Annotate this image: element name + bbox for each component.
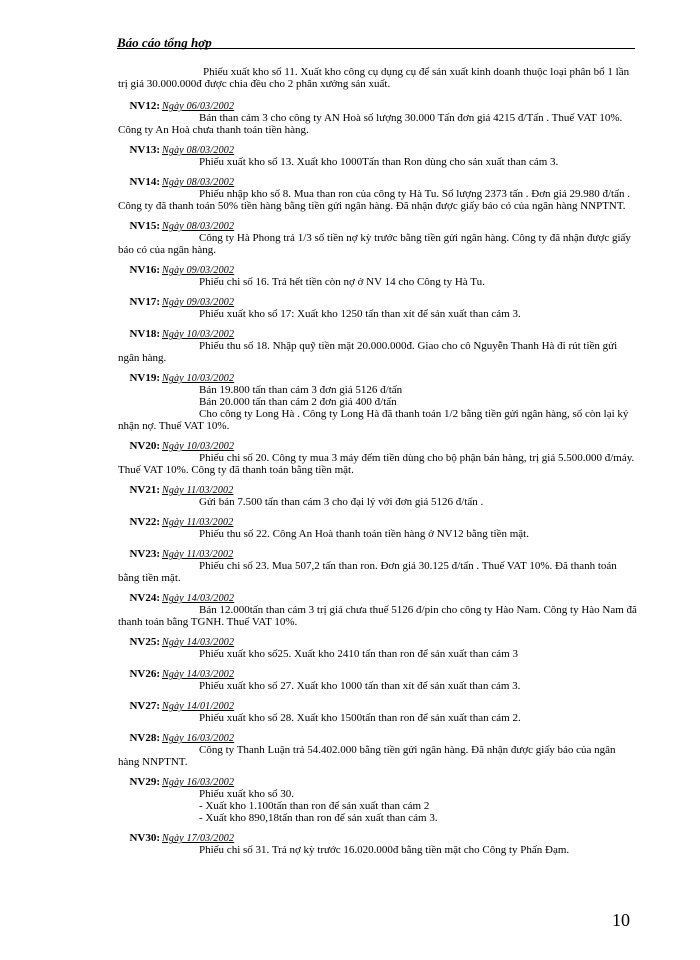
transaction-entry	[118, 100, 638, 136]
transaction-header	[118, 264, 638, 276]
transaction-date: Ngày 08/03/2002	[162, 221, 235, 232]
transaction-date: Ngày 14/03/2002	[162, 669, 235, 680]
transaction-code: NV23:	[129, 548, 160, 560]
transaction-date: Ngày 09/03/2002	[162, 265, 235, 276]
transaction-date: Ngày 14/03/2002	[162, 593, 235, 604]
transaction-date: Ngày 16/03/2002	[162, 777, 235, 788]
transaction-header	[118, 220, 638, 232]
transaction-header	[118, 516, 638, 528]
transaction-header	[118, 484, 638, 496]
transaction-text: Gửi bán 7.500 tấn than cám 3 cho đại lý với đơn giá 5126 đ/tấn .	[199, 496, 484, 508]
transaction-text: Bán than cám 3 cho công ty AN Hoà số lượng 30.000 Tấn đơn giá 4215 đ/Tấn . Thuế VAT 10%. Công ty An Hoà chưa thanh toán tiền hàng.	[118, 112, 623, 136]
transaction-entry	[118, 636, 638, 660]
transaction-text: - Xuất kho 890,18tấn than ron để sản xuất than cám 3.	[199, 812, 438, 824]
transaction-code: NV24:	[129, 592, 160, 604]
transaction-entry	[118, 700, 638, 724]
transaction-list	[118, 100, 638, 856]
transaction-text: Phiếu chi số 16. Trả hết tiền còn nợ ở NV 14 cho Công ty Hà Tu.	[199, 276, 485, 288]
transaction-date: Ngày 09/03/2002	[162, 297, 235, 308]
transaction-header	[118, 328, 638, 340]
transaction-header	[118, 592, 638, 604]
transaction-code: NV21:	[129, 484, 160, 496]
transaction-text: Bán 19.800 tấn than cám 3 đơn giá 5126 đ/tấn	[199, 384, 403, 396]
transaction-entry	[118, 296, 638, 320]
transaction-date: Ngày 11/03/2002	[162, 549, 234, 560]
transaction-code: NV12:	[129, 100, 160, 112]
transaction-text: Phiếu thu số 22. Công An Hoà thanh toán tiền hàng ở NV12 bằng tiền mặt.	[199, 528, 529, 540]
transaction-header	[118, 144, 638, 156]
transaction-text: Phiếu xuất kho số 30.	[199, 788, 295, 800]
transaction-date: Ngày 16/03/2002	[162, 733, 235, 744]
transaction-header	[118, 296, 638, 308]
transaction-code: NV30:	[129, 832, 160, 844]
transaction-date: Ngày 10/03/2002	[162, 329, 235, 340]
transaction-date: Ngày 08/03/2002	[162, 145, 235, 156]
report-header-title: Báo cáo tổng hợp	[117, 35, 212, 50]
transaction-header	[118, 668, 638, 680]
transaction-date: Ngày 14/01/2002	[162, 701, 235, 712]
transaction-code: NV25:	[129, 636, 160, 648]
document-body	[118, 66, 638, 864]
transaction-text: Phiếu chi số 31. Trả nợ kỳ trước 16.020.000đ bằng tiền mặt cho Công ty Phấn Đạm.	[199, 844, 570, 856]
transaction-text: Phiếu thu số 18. Nhập quỹ tiền mặt 20.000.000đ. Giao cho cô Nguyễn Thanh Hà đi rút tiền gửi ngân hàng.	[118, 340, 618, 364]
transaction-header	[118, 440, 638, 452]
transaction-date: Ngày 11/03/2002	[162, 485, 234, 496]
transaction-date: Ngày 10/03/2002	[162, 441, 235, 452]
transaction-text: Phiếu xuất kho số25. Xuất kho 2410 tấn than ron để sản xuất than cám 3	[199, 648, 518, 660]
transaction-code: NV20:	[129, 440, 160, 452]
transaction-entry	[118, 372, 638, 432]
header-rule	[117, 48, 635, 49]
transaction-text: Phiếu chi số 23. Mua 507,2 tấn than ron. Đơn giá 30.125 đ/tấn . Thuế VAT 10%. Đã thanh toán bằng tiền mặt.	[118, 560, 617, 584]
transaction-header	[118, 548, 638, 560]
transaction-entry	[118, 328, 638, 364]
transaction-text: Phiếu xuất kho số 27. Xuất kho 1000 tấn than xít để sản xuất than cám 3.	[199, 680, 521, 692]
transaction-text: Công ty Thanh Luận trả 54.402.000 bằng tiền gửi ngân hàng. Đã nhận được giấy báo của ngân hàng NNPTNT.	[118, 744, 616, 768]
transaction-entry	[118, 484, 638, 508]
transaction-date: Ngày 10/03/2002	[162, 373, 235, 384]
transaction-code: NV22:	[129, 516, 160, 528]
page-number: 10	[612, 910, 630, 930]
transaction-entry	[118, 732, 638, 768]
transaction-entry	[118, 668, 638, 692]
transaction-entry	[118, 516, 638, 540]
transaction-entry	[118, 548, 638, 584]
transaction-code: NV19:	[129, 372, 160, 384]
transaction-code: NV17:	[129, 296, 160, 308]
transaction-entry	[118, 776, 638, 824]
transaction-entry	[118, 176, 638, 212]
transaction-header	[118, 700, 638, 712]
transaction-entry	[118, 264, 638, 288]
transaction-text: Công ty Hà Phong trả 1/3 số tiền nợ kỳ trước bằng tiền gửi ngân hàng. Công ty đã nhận được giấy báo có của ngân hàng.	[118, 232, 631, 256]
transaction-date: Ngày 06/03/2002	[162, 101, 235, 112]
transaction-code: NV27:	[129, 700, 160, 712]
transaction-text: Phiếu chi số 20. Công ty mua 3 máy đếm tiền dùng cho bộ phận bán hàng, trị giá 5.500.000 đ/máy. Thuế VAT 10%. Công ty đã thanh toán bằng tiền mặt.	[118, 452, 635, 476]
transaction-code: NV16:	[129, 264, 160, 276]
transaction-entry	[118, 592, 638, 628]
transaction-text: Phiếu xuất kho số 17: Xuất kho 1250 tấn than xít để sản xuất than cám 3.	[199, 308, 521, 320]
transaction-code: NV29:	[129, 776, 160, 788]
transaction-text: Cho công ty Long Hà . Công ty Long Hà đã thanh toán 1/2 bằng tiền gửi ngân hàng, số còn lại ký nhận nợ. Thuế VAT 10%.	[118, 408, 629, 432]
transaction-date: Ngày 17/03/2002	[162, 833, 235, 844]
intro-paragraph: Phiếu xuất kho số 11. Xuất kho công cụ dụng cụ để sản xuất kinh doanh thuộc loại phân bổ 1 lần trị giá 30.000.000đ được chia đều cho 2 phân xưởng sản xuất.	[118, 66, 630, 90]
transaction-text: Phiếu xuất kho số 13. Xuất kho 1000Tấn than Ron dùng cho sản xuất than cám 3.	[199, 156, 559, 168]
transaction-code: NV15:	[129, 220, 160, 232]
transaction-header	[118, 776, 638, 788]
transaction-code: NV28:	[129, 732, 160, 744]
transaction-code: NV13:	[129, 144, 160, 156]
transaction-header	[118, 636, 638, 648]
transaction-entry	[118, 832, 638, 856]
transaction-text: Phiếu xuất kho số 28. Xuất kho 1500tấn than ron để sản xuất than cám 2.	[199, 712, 521, 724]
transaction-header	[118, 372, 638, 384]
transaction-date: Ngày 14/03/2002	[162, 637, 235, 648]
transaction-header	[118, 832, 638, 844]
transaction-entry	[118, 144, 638, 168]
transaction-entry	[118, 440, 638, 476]
transaction-text: Bán 20.000 tấn than cám 2 đơn giá 400 đ/tấn	[199, 396, 397, 408]
transaction-text: Phiếu nhập kho số 8. Mua than ron của công ty Hà Tu. Số lượng 2373 tấn . Đơn giá 29.980 đ/tấn . Công ty đã thanh toán 50% tiền hàng bằng tiền gửi ngân hàng. Đã nhận được giấy báo có của ngân hàng NNPTNT.	[118, 188, 630, 212]
transaction-code: NV26:	[129, 668, 160, 680]
transaction-text: Bán 12.000tấn than cám 3 trị giá chưa thuế 5126 đ/pin cho công ty Hào Nam. Công ty Hào Nam đã thanh toán bằng TGNH. Thuế VAT 10%.	[118, 604, 637, 628]
transaction-header	[118, 732, 638, 744]
transaction-date: Ngày 08/03/2002	[162, 177, 235, 188]
transaction-code: NV18:	[129, 328, 160, 340]
transaction-entry	[118, 220, 638, 256]
transaction-date: Ngày 11/03/2002	[162, 517, 234, 528]
transaction-text: - Xuất kho 1.100tấn than ron để sản xuất than cám 2	[199, 800, 430, 812]
transaction-header	[118, 100, 638, 112]
transaction-code: NV14:	[129, 176, 160, 188]
transaction-header	[118, 176, 638, 188]
